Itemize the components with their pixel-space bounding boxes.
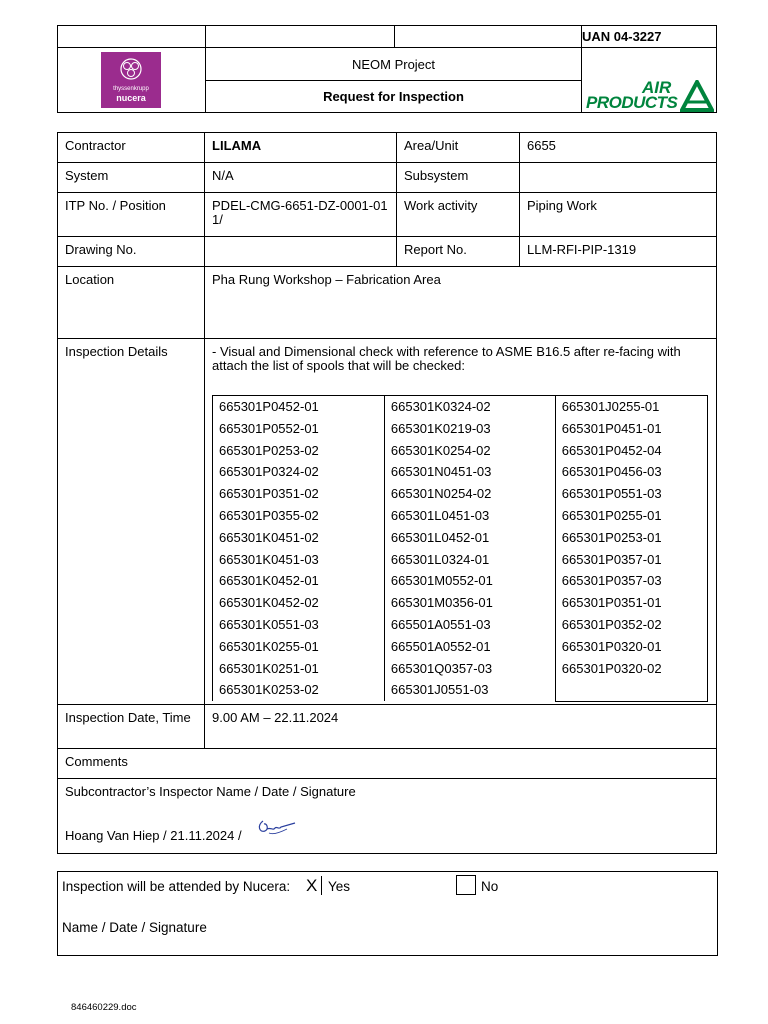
nucera-logo (101, 52, 161, 108)
inspection-request-table (57, 132, 717, 854)
nucera-signature-label: Name / Date / Signature (62, 920, 207, 935)
air-products-logo (584, 76, 716, 114)
spool-column-3 (555, 396, 707, 702)
spool-item: 665301L0451-03 (390, 507, 490, 523)
spool-item: 665301P0452-04 (561, 442, 662, 458)
spool-item: 665301Q0357-03 (390, 660, 493, 676)
spool-item: 665301K0254-02 (390, 442, 491, 458)
spool-item: 665301P0551-03 (561, 486, 662, 502)
logo-brand-text: thyssenkrupp (113, 86, 149, 92)
spool-item: 665301L0324-01 (390, 551, 490, 567)
spool-item: 665301K0251-01 (219, 660, 319, 676)
subcontractor-signature-label: Subcontractor’s Inspector Name / Date / Signature (65, 784, 356, 799)
drawing-label: Drawing No. (58, 237, 205, 267)
spool-item: 665501A0552-01 (390, 638, 491, 654)
system-label: System (58, 163, 205, 193)
spool-item: 665301K0452-02 (219, 595, 319, 611)
spool-item: 665301P0357-01 (561, 551, 662, 567)
inspection-date-value: 9.00 AM – 22.11.2024 (205, 705, 717, 749)
spool-item: 665301P0552-01 (219, 420, 319, 436)
spool-item: 665301P0253-01 (561, 529, 662, 545)
work-activity-label: Work activity (397, 193, 520, 237)
comments-label: Comments (58, 749, 717, 779)
nucera-emblem-icon (101, 52, 161, 86)
report-label: Report No. (397, 237, 520, 267)
spool-item: 665301J0255-01 (561, 399, 660, 414)
location-label: Location (58, 267, 205, 339)
spool-item: 665301P0452-01 (219, 399, 319, 414)
form-title: Request for Inspection (206, 81, 582, 113)
document-filename: 846460229.doc (71, 1002, 137, 1013)
yes-label: Yes (328, 879, 351, 894)
inspection-details-text: - Visual and Dimensional check with reference to ASME B16.5 after re-facing with attach the list of spools that will be checked: (212, 344, 681, 373)
air-products-logo-line2: PRODUCTS (586, 93, 678, 112)
spool-item: 665301P0357-03 (561, 573, 662, 589)
yes-checkbox-border (321, 876, 322, 895)
spool-item: 665301K0551-03 (219, 616, 319, 632)
spool-item: 665301K0451-02 (219, 529, 319, 545)
spool-item: 665301N0451-03 (390, 464, 492, 480)
subcontractor-signature-value: Hoang Van Hiep / 21.11.2024 / (65, 828, 242, 843)
spool-item: 665301L0452-01 (390, 529, 490, 545)
air-products-triangle-icon (680, 80, 714, 112)
spool-item: 665301M0356-01 (390, 595, 493, 611)
report-value: LLM-RFI-PIP-1319 (519, 237, 716, 267)
spool-item: 665301P0320-02 (561, 660, 662, 676)
spool-item: 665301K0219-03 (390, 420, 491, 436)
attendance-question: Inspection will be attended by Nucera: (62, 879, 291, 894)
spool-item: 665301P0352-02 (561, 616, 662, 632)
itp-label: ITP No. / Position (58, 193, 205, 237)
area-label: Area/Unit (397, 133, 520, 163)
inspection-details-label: Inspection Details (58, 339, 205, 705)
spool-column-1 (213, 396, 385, 702)
logo-product-text: nucera (116, 93, 146, 103)
spool-column-2 (384, 396, 555, 702)
contractor-value: LILAMA (205, 133, 397, 163)
area-value: 6655 (519, 133, 716, 163)
header-blank-cell-3 (395, 26, 582, 48)
inspection-details-cell (205, 339, 717, 705)
spool-item: 665301P0320-01 (561, 638, 662, 654)
spool-item: 665301M0552-01 (390, 573, 493, 589)
spool-item: 665301J0551-03 (390, 682, 489, 698)
spool-item: 665301P0324-02 (219, 464, 319, 480)
header-blank-cell-1 (58, 26, 206, 48)
contractor-label: Contractor (58, 133, 205, 163)
inspection-date-label: Inspection Date, Time (58, 705, 205, 749)
spool-item: 665301P0355-02 (219, 507, 319, 523)
spool-item: 665301P0253-02 (219, 442, 319, 458)
subsystem-value (519, 163, 716, 193)
location-value: Pha Rung Workshop – Fabrication Area (205, 267, 717, 339)
spool-item: 665301N0254-02 (390, 486, 492, 502)
document-number: UAN 04-3227 (582, 26, 717, 48)
spool-list (212, 395, 708, 702)
subcontractor-signature-cell (58, 779, 717, 854)
drawing-value (205, 237, 397, 267)
spool-item: 665301P0351-02 (219, 486, 319, 502)
spool-item: 665301P0351-01 (561, 595, 662, 611)
header-blank-cell-2 (206, 26, 395, 48)
no-label: No (481, 879, 499, 894)
yes-checkbox-mark[interactable]: X (306, 876, 318, 895)
handwritten-signature-icon (255, 815, 299, 841)
system-value: N/A (205, 163, 397, 193)
air-products-logo-line1: AIR (642, 78, 672, 97)
spool-item: 665301K0451-03 (219, 551, 319, 567)
spool-item: 665501A0551-03 (390, 616, 491, 632)
spool-item: 665301P0456-03 (561, 464, 662, 480)
itp-value: PDEL-CMG-6651-DZ-0001-011/ (205, 193, 397, 237)
spool-item: 665301K0452-01 (219, 573, 319, 589)
spool-item: 665301P0255-01 (561, 507, 662, 523)
spool-item: 665301K0255-01 (219, 638, 319, 654)
no-checkbox[interactable] (456, 875, 476, 895)
project-name: NEOM Project (206, 48, 582, 81)
subsystem-label: Subsystem (397, 163, 520, 193)
spool-item: 665301P0451-01 (561, 420, 662, 436)
spool-item: 665301K0253-02 (219, 682, 319, 698)
nucera-attendance-box (57, 871, 718, 956)
work-activity-value: Piping Work (519, 193, 716, 237)
spool-item: 665301K0324-02 (390, 399, 491, 414)
